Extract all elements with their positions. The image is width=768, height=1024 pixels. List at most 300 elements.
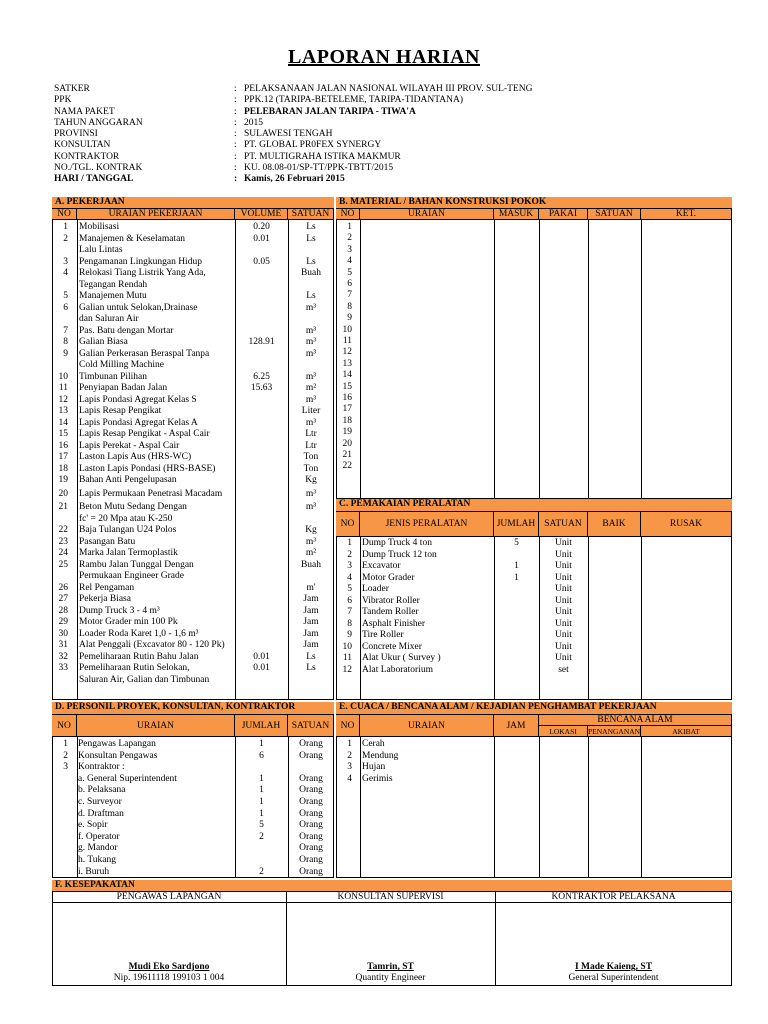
row-unit: m³ — [305, 348, 317, 359]
row-unit: Buah — [300, 559, 322, 570]
section-b-divider — [641, 220, 642, 499]
row-number: 7 — [63, 325, 68, 336]
row-description: Rel Pengaman — [79, 582, 135, 593]
row-unit: m² — [305, 548, 317, 558]
row-number: 2 — [63, 233, 68, 244]
personnel-count: 1 — [259, 739, 264, 749]
row-description: Mobilisasi — [79, 222, 120, 232]
row-unit: m³ — [305, 502, 317, 512]
section-e-divider — [494, 737, 495, 878]
row-unit: Ton — [303, 452, 319, 462]
personnel-unit: Orang — [299, 855, 323, 865]
header-row — [54, 140, 734, 151]
row-number: 21 — [58, 502, 68, 512]
row-number: 20 — [342, 438, 352, 449]
header-value: PT. GLOBAL PR0FEX SYNERGY — [244, 140, 382, 151]
row-unit: m³ — [305, 394, 317, 405]
row-number: 21 — [342, 450, 352, 460]
section-b-table — [336, 197, 732, 499]
row-number: 9 — [347, 313, 352, 324]
header-label: KONSULTAN — [54, 140, 111, 151]
section-e-col-no: NO — [336, 715, 360, 737]
header-label: HARI / TANGGAL — [54, 174, 134, 185]
row-unit: m³ — [305, 536, 317, 547]
personnel-role: g. Mandor — [78, 843, 118, 854]
section-b-col-satuan: SATUAN — [588, 209, 641, 220]
section-a-col-volume: VOLUME — [235, 209, 288, 220]
section-e-divider — [539, 737, 540, 878]
row-unit: Ls — [306, 256, 316, 267]
header-label: PROVINSI — [54, 129, 98, 140]
header-colon: : — [234, 163, 237, 174]
row-volume: 0.01 — [253, 663, 270, 673]
personnel-count: 1 — [259, 797, 264, 807]
weather-condition: Hujan — [362, 762, 386, 773]
section-e-col-bencana: BENCANA ALAM — [539, 715, 732, 726]
row-unit: m³ — [305, 337, 317, 347]
section-d-title: D. PERSONIL PROYEK, KONSULTAN, KONTRAKTOR — [52, 702, 334, 715]
row-unit: Ls — [306, 233, 316, 244]
equipment-unit: Unit — [555, 641, 572, 652]
weather-condition: Mendung — [362, 750, 399, 761]
row-description: fc' = 20 Mpa atau K-250 — [79, 513, 173, 524]
personnel-unit: Orang — [299, 797, 323, 807]
personnel-role: i. Buruh — [78, 866, 110, 877]
row-number: 11 — [342, 653, 352, 663]
personnel-role: a. General Superintendent — [78, 773, 177, 784]
row-number: 6 — [347, 595, 352, 606]
header-value: 2015 — [244, 117, 263, 128]
personnel-role: e. Sopir — [78, 820, 108, 831]
section-c-col-satuan: SATUAN — [539, 512, 588, 537]
header-row — [54, 84, 734, 95]
header-value: PT. MULTIGRAHA ISTIKA MAKMUR — [244, 151, 401, 162]
equipment-name: Excavator — [362, 561, 401, 571]
row-description: Marka Jalan Termoplastik — [79, 548, 178, 558]
row-number: 10 — [58, 371, 68, 382]
row-number: 19 — [342, 427, 352, 438]
row-number: 17 — [58, 452, 68, 462]
row-number: 31 — [58, 640, 68, 650]
row-volume: 0.01 — [253, 651, 270, 662]
row-description: Relokasi Tiang Listrik Yang Ada, — [79, 268, 206, 278]
equipment-name: Tire Roller — [362, 630, 404, 640]
equipment-count: 1 — [514, 561, 519, 571]
row-number: 10 — [342, 641, 352, 652]
personnel-unit: Orang — [299, 750, 323, 761]
report-header-info — [54, 84, 734, 186]
row-number: 17 — [342, 404, 352, 415]
row-number: 25 — [58, 559, 68, 570]
section-a-col-no: NO — [52, 209, 77, 220]
section-a-divider — [77, 220, 78, 700]
equipment-unit: set — [558, 664, 569, 675]
row-number: 13 — [58, 406, 68, 416]
header-label: SATKER — [54, 84, 90, 94]
row-unit: m³ — [305, 488, 317, 499]
row-description: Tegangan Rendah — [79, 279, 148, 290]
row-number: 32 — [58, 651, 68, 662]
equipment-count: 1 — [514, 572, 519, 583]
row-number: 7 — [347, 290, 352, 301]
personnel-count: 1 — [259, 808, 264, 819]
personnel-unit: Orang — [299, 808, 323, 819]
equipment-unit: Unit — [555, 630, 572, 640]
row-unit: Ls — [306, 222, 316, 232]
row-description: Pasangan Batu — [79, 536, 136, 547]
equipment-name: Dump Truck 4 ton — [362, 538, 432, 548]
row-number: 8 — [347, 301, 352, 312]
row-number: 3 — [347, 762, 352, 773]
header-colon: : — [234, 151, 237, 162]
section-a-title: A. PEKERJAAN — [52, 197, 334, 209]
row-unit: Jam — [303, 628, 319, 639]
row-description: Penyiapan Badan Jalan — [79, 383, 168, 393]
row-description: Pekerja Biasa — [79, 594, 131, 604]
equipment-unit: Unit — [555, 538, 572, 548]
section-e-col-penanganan: PENANGANAN — [588, 727, 641, 736]
row-number: 14 — [342, 370, 352, 381]
equipment-unit: Unit — [555, 653, 572, 663]
section-b-divider — [588, 220, 589, 499]
row-number: 4 — [347, 256, 352, 267]
section-b-divider — [494, 220, 495, 499]
equipment-name: Asphalt Finisher — [362, 618, 426, 629]
personnel-count: 2 — [259, 866, 264, 877]
equipment-name: Alat Ukur ( Survey ) — [362, 653, 441, 663]
header-row — [54, 129, 734, 140]
section-e-col-uraian: URAIAN — [360, 715, 494, 737]
row-number: 5 — [347, 267, 352, 278]
row-number: 9 — [63, 348, 68, 359]
row-number: 24 — [58, 548, 68, 558]
row-unit: m³ — [305, 371, 317, 382]
section-b-col-ket: KET. — [641, 209, 732, 220]
row-unit: m³ — [305, 417, 317, 428]
section-c-title: C. PEMAKAIAN PERALATAN — [336, 499, 732, 512]
row-number: 4 — [63, 268, 68, 278]
header-label: NO./TGL. KONTRAK — [54, 163, 143, 174]
signatory-title: General Superintendent — [568, 973, 659, 983]
signatory-title: Quantity Engineer — [355, 973, 426, 983]
header-row — [54, 152, 734, 163]
row-number: 6 — [63, 302, 68, 313]
equipment-name: Tandem Roller — [362, 607, 419, 617]
row-number: 15 — [58, 429, 68, 439]
row-number: 5 — [347, 584, 352, 594]
row-unit: Ls — [306, 651, 316, 662]
equipment-name: Concrete Mixer — [362, 641, 422, 652]
header-value: Kamis, 26 Februari 2015 — [244, 174, 345, 185]
row-number: 2 — [347, 549, 352, 560]
personnel-role: Kontraktor : — [78, 762, 125, 773]
row-volume: 6.25 — [253, 371, 270, 382]
row-description: Galian Biasa — [79, 337, 128, 347]
row-number: 20 — [58, 488, 68, 499]
row-unit: Liter — [301, 406, 321, 416]
row-number: 8 — [63, 337, 68, 347]
row-unit: m² — [305, 383, 317, 393]
equipment-unit: Unit — [555, 549, 572, 560]
section-d-col-jumlah: JUMLAH — [235, 715, 288, 737]
row-description: Lapis Perekat - Aspal Cair — [79, 440, 180, 451]
row-description: Manajemen Mutu — [79, 291, 147, 301]
row-description: Baja Tulangan U24 Polos — [79, 525, 177, 535]
header-value: PELEBARAN JALAN TARIPA - TIWA'A — [244, 106, 416, 117]
section-e-divider — [641, 737, 642, 878]
equipment-unit: Unit — [555, 618, 572, 629]
row-unit: m³ — [305, 325, 317, 336]
section-a-col-satuan: SATUAN — [288, 209, 334, 220]
row-number: 15 — [342, 381, 352, 392]
row-description: Timbunan Pilihan — [79, 371, 148, 382]
row-number: 2 — [347, 750, 352, 761]
row-number: 9 — [347, 630, 352, 640]
header-row — [54, 95, 734, 106]
header-label: NAMA PAKET — [54, 106, 115, 117]
equipment-name: Dump Truck 12 ton — [362, 549, 437, 560]
personnel-role: c. Surveyor — [78, 797, 122, 807]
row-number: 18 — [58, 463, 68, 474]
section-b-divider — [360, 220, 361, 499]
equipment-unit: Unit — [555, 595, 572, 606]
row-description: Permukaan Engineer Grade — [79, 571, 184, 581]
row-description: Cold Milling Machine — [79, 360, 164, 370]
row-description: Motor Grader min 100 Pk — [79, 617, 178, 627]
row-number: 5 — [63, 291, 68, 301]
row-unit: m³ — [305, 302, 317, 313]
signatory-name: Mudi Eko Sardjono — [128, 962, 210, 972]
header-colon: : — [234, 117, 237, 128]
equipment-name: Alat Laboratorium — [362, 664, 433, 675]
row-description: Beton Mutu Sedang Dengan — [79, 502, 187, 512]
equipment-unit: Unit — [555, 584, 572, 594]
header-row — [54, 107, 734, 118]
header-value: KU. 08.08-01/SP-TT/PPK-TBTT/2015 — [244, 163, 394, 174]
section-a-col-uraian: URAIAN PEKERJAAN — [77, 209, 235, 220]
row-number: 7 — [347, 607, 352, 617]
row-unit: Kg — [305, 525, 317, 535]
row-unit: Jam — [303, 594, 319, 604]
row-description: Loader Roda Karet 1,0 - 1,6 m³ — [79, 628, 199, 639]
row-number: 1 — [63, 222, 68, 232]
equipment-name: Vibrator Roller — [362, 595, 420, 606]
row-number: 1 — [63, 739, 68, 749]
row-number: 30 — [58, 628, 68, 639]
row-number: 16 — [58, 440, 68, 451]
section-e-title: E. CUACA / BENCANA ALAM / KEJADIAN PENGHAMBAT PEKERJAAN — [336, 702, 732, 715]
row-number: 3 — [347, 244, 352, 255]
row-number: 33 — [58, 663, 68, 673]
row-unit: Buah — [300, 268, 322, 278]
row-number: 10 — [342, 324, 352, 335]
row-unit: Ton — [303, 463, 319, 474]
row-volume: 0.01 — [253, 233, 270, 244]
row-description: Pemeliharaan Rutin Bahu Jalan — [79, 651, 199, 662]
row-number: 26 — [58, 582, 68, 593]
header-colon: : — [234, 106, 237, 117]
row-number: 3 — [63, 762, 68, 773]
row-number: 8 — [347, 618, 352, 629]
row-unit: Ls — [306, 663, 316, 673]
personnel-unit: Orang — [299, 739, 323, 749]
row-unit: Jam — [303, 617, 319, 627]
equipment-count: 5 — [514, 538, 519, 548]
personnel-count: 1 — [259, 773, 264, 784]
row-volume: 0.20 — [253, 222, 270, 232]
signatory-name: Tamrin, ST — [367, 962, 414, 972]
row-description: Saluran Air, Galian dan Timbunan — [79, 674, 210, 685]
row-number: 18 — [342, 415, 352, 426]
row-description: Lapis Resap Pengikat - Aspal Cair — [79, 429, 210, 439]
row-unit: Jam — [303, 605, 319, 616]
row-description: Pas. Batu dengan Mortar — [79, 325, 174, 336]
section-c-col-no: NO — [336, 512, 360, 537]
header-colon: : — [234, 129, 237, 140]
row-number: 12 — [342, 347, 352, 358]
personnel-role: f. Operator — [78, 831, 120, 842]
header-row — [54, 163, 734, 174]
section-c-divider — [588, 537, 589, 700]
row-description: Manajemen & Keselamatan — [79, 233, 186, 244]
header-colon: : — [234, 140, 237, 151]
section-f-title: F. KESEPAKATAN — [52, 880, 732, 892]
row-number: 12 — [58, 394, 68, 405]
weather-condition: Cerah — [362, 739, 385, 749]
header-row — [54, 174, 734, 185]
row-unit: Ls — [306, 291, 316, 301]
section-e-col-lokasi: LOKASI — [539, 726, 588, 737]
section-b-col-uraian: URAIAN — [360, 209, 494, 220]
row-description: Alat Penggali (Excavator 80 - 120 Pk) — [79, 640, 225, 650]
personnel-unit: Orang — [299, 820, 323, 831]
personnel-unit: Orang — [299, 866, 323, 877]
row-number: 13 — [342, 358, 352, 369]
equipment-name: Motor Grader — [362, 572, 415, 583]
row-description: dan Saluran Air — [79, 314, 139, 324]
row-number: 3 — [63, 256, 68, 267]
signatory-title: Nip. 19611118 199103 1 004 — [113, 973, 225, 983]
section-c-col-rusak: RUSAK — [641, 512, 732, 537]
header-colon: : — [234, 95, 237, 106]
section-b-col-no: NO — [336, 209, 360, 220]
row-number: 11 — [342, 336, 352, 346]
section-b-col-masuk: MASUK — [494, 209, 539, 220]
section-e-divider — [588, 737, 589, 878]
row-number: 16 — [342, 393, 352, 403]
section-c-col-jumlah: JUMLAH — [494, 512, 539, 537]
row-number: 14 — [58, 417, 68, 428]
section-e-col-jam: JAM — [494, 715, 539, 737]
section-c-col-baik: BAIK — [588, 512, 641, 537]
equipment-unit: Unit — [555, 572, 572, 583]
page-title: LAPORAN HARIAN — [288, 46, 480, 68]
signatory-role: KONTRAKTOR PELAKSANA — [551, 892, 676, 902]
row-volume: 128.91 — [248, 337, 275, 347]
header-label: KONTRAKTOR — [54, 151, 120, 162]
signatory-role: KONSULTAN SUPERVISI — [337, 892, 444, 902]
row-volume: 15.63 — [250, 383, 273, 393]
row-description: Pemeliharaan Rutin Selokan, — [79, 663, 190, 673]
equipment-unit: Unit — [555, 561, 572, 571]
row-number: 2 — [347, 233, 352, 244]
section-d-col-uraian: URAIAN — [77, 715, 235, 737]
section-d-col-no: NO — [52, 715, 77, 737]
row-description: Pengamanan Lingkungan Hidup — [79, 256, 202, 267]
personnel-count: 2 — [259, 831, 264, 842]
header-value: PELAKSANAAN JALAN NASIONAL WILAYAH III PROV. SUL-TENG — [244, 84, 533, 94]
personnel-unit: Orang — [299, 773, 323, 784]
row-number: 3 — [347, 561, 352, 571]
personnel-role: h. Tukang — [78, 855, 117, 865]
row-unit: Ltr — [305, 429, 317, 439]
personnel-unit: Orang — [299, 785, 323, 796]
section-c-divider — [641, 537, 642, 700]
header-row — [54, 118, 734, 129]
personnel-count: 6 — [259, 750, 264, 761]
section-e-divider — [360, 737, 361, 878]
personnel-unit: Orang — [299, 831, 323, 842]
personnel-role: Konsultan Pengawas — [78, 750, 158, 761]
row-number: 19 — [58, 475, 68, 485]
personnel-role: b. Pelaksana — [78, 785, 126, 796]
personnel-role: d. Draftman — [78, 808, 124, 819]
row-unit: Jam — [303, 640, 319, 650]
row-description: Laston Lapis Pondasi (HRS-BASE) — [79, 463, 216, 474]
section-c-divider — [360, 537, 361, 700]
section-e-col-akibat: AKIBAT — [641, 726, 732, 737]
header-value: PPK.12 (TARIPA-BETELEME, TARIPA-TIDANTANA) — [244, 95, 464, 106]
row-description: Lapis Pondasi Agregat Kelas S — [79, 394, 197, 405]
personnel-role: Pengawas Lapangan — [78, 739, 156, 749]
row-number: 11 — [58, 383, 68, 393]
row-volume: 0.05 — [253, 256, 270, 267]
row-number: 23 — [58, 536, 68, 547]
equipment-name: Loader — [362, 584, 389, 594]
section-a-divider — [235, 220, 236, 700]
personnel-count: 5 — [259, 820, 264, 831]
row-description: Lapis Resap Pengikat — [79, 406, 162, 416]
row-description: Rambu Jalan Tunggal Dengan — [79, 559, 194, 570]
row-number: 29 — [58, 617, 68, 627]
row-number: 1 — [347, 739, 352, 749]
row-number: 6 — [347, 279, 352, 289]
row-number: 22 — [342, 461, 352, 472]
row-number: 22 — [58, 525, 68, 535]
row-unit: Kg — [305, 475, 317, 485]
weather-condition: Gerimis — [362, 773, 393, 784]
header-colon: : — [234, 174, 238, 185]
row-description: Dump Truck 3 - 4 m³ — [79, 605, 160, 616]
row-number: 28 — [58, 605, 68, 616]
section-b-divider — [539, 220, 540, 499]
row-description: Lalu Lintas — [79, 245, 123, 255]
equipment-unit: Unit — [555, 607, 572, 617]
row-number: 1 — [347, 222, 352, 232]
row-number: 2 — [63, 750, 68, 761]
row-number: 4 — [347, 572, 352, 583]
row-description: Galian untuk Selokan,Drainase — [79, 302, 198, 313]
row-description: Lapis Pondasi Agregat Kelas A — [79, 417, 198, 428]
header-label: TAHUN ANGGARAN — [54, 117, 143, 128]
row-description: Galian Perkerasan Beraspal Tanpa — [79, 348, 210, 359]
row-unit: Ltr — [305, 440, 317, 451]
row-number: 4 — [347, 773, 352, 784]
row-description: Laston Lapis Aus (HRS-WC) — [79, 452, 192, 462]
row-number: 12 — [342, 664, 352, 675]
section-b-title: B. MATERIAL / BAHAN KONSTRUKSI POKOK — [336, 197, 732, 209]
section-d-col-satuan: SATUAN — [288, 715, 334, 737]
